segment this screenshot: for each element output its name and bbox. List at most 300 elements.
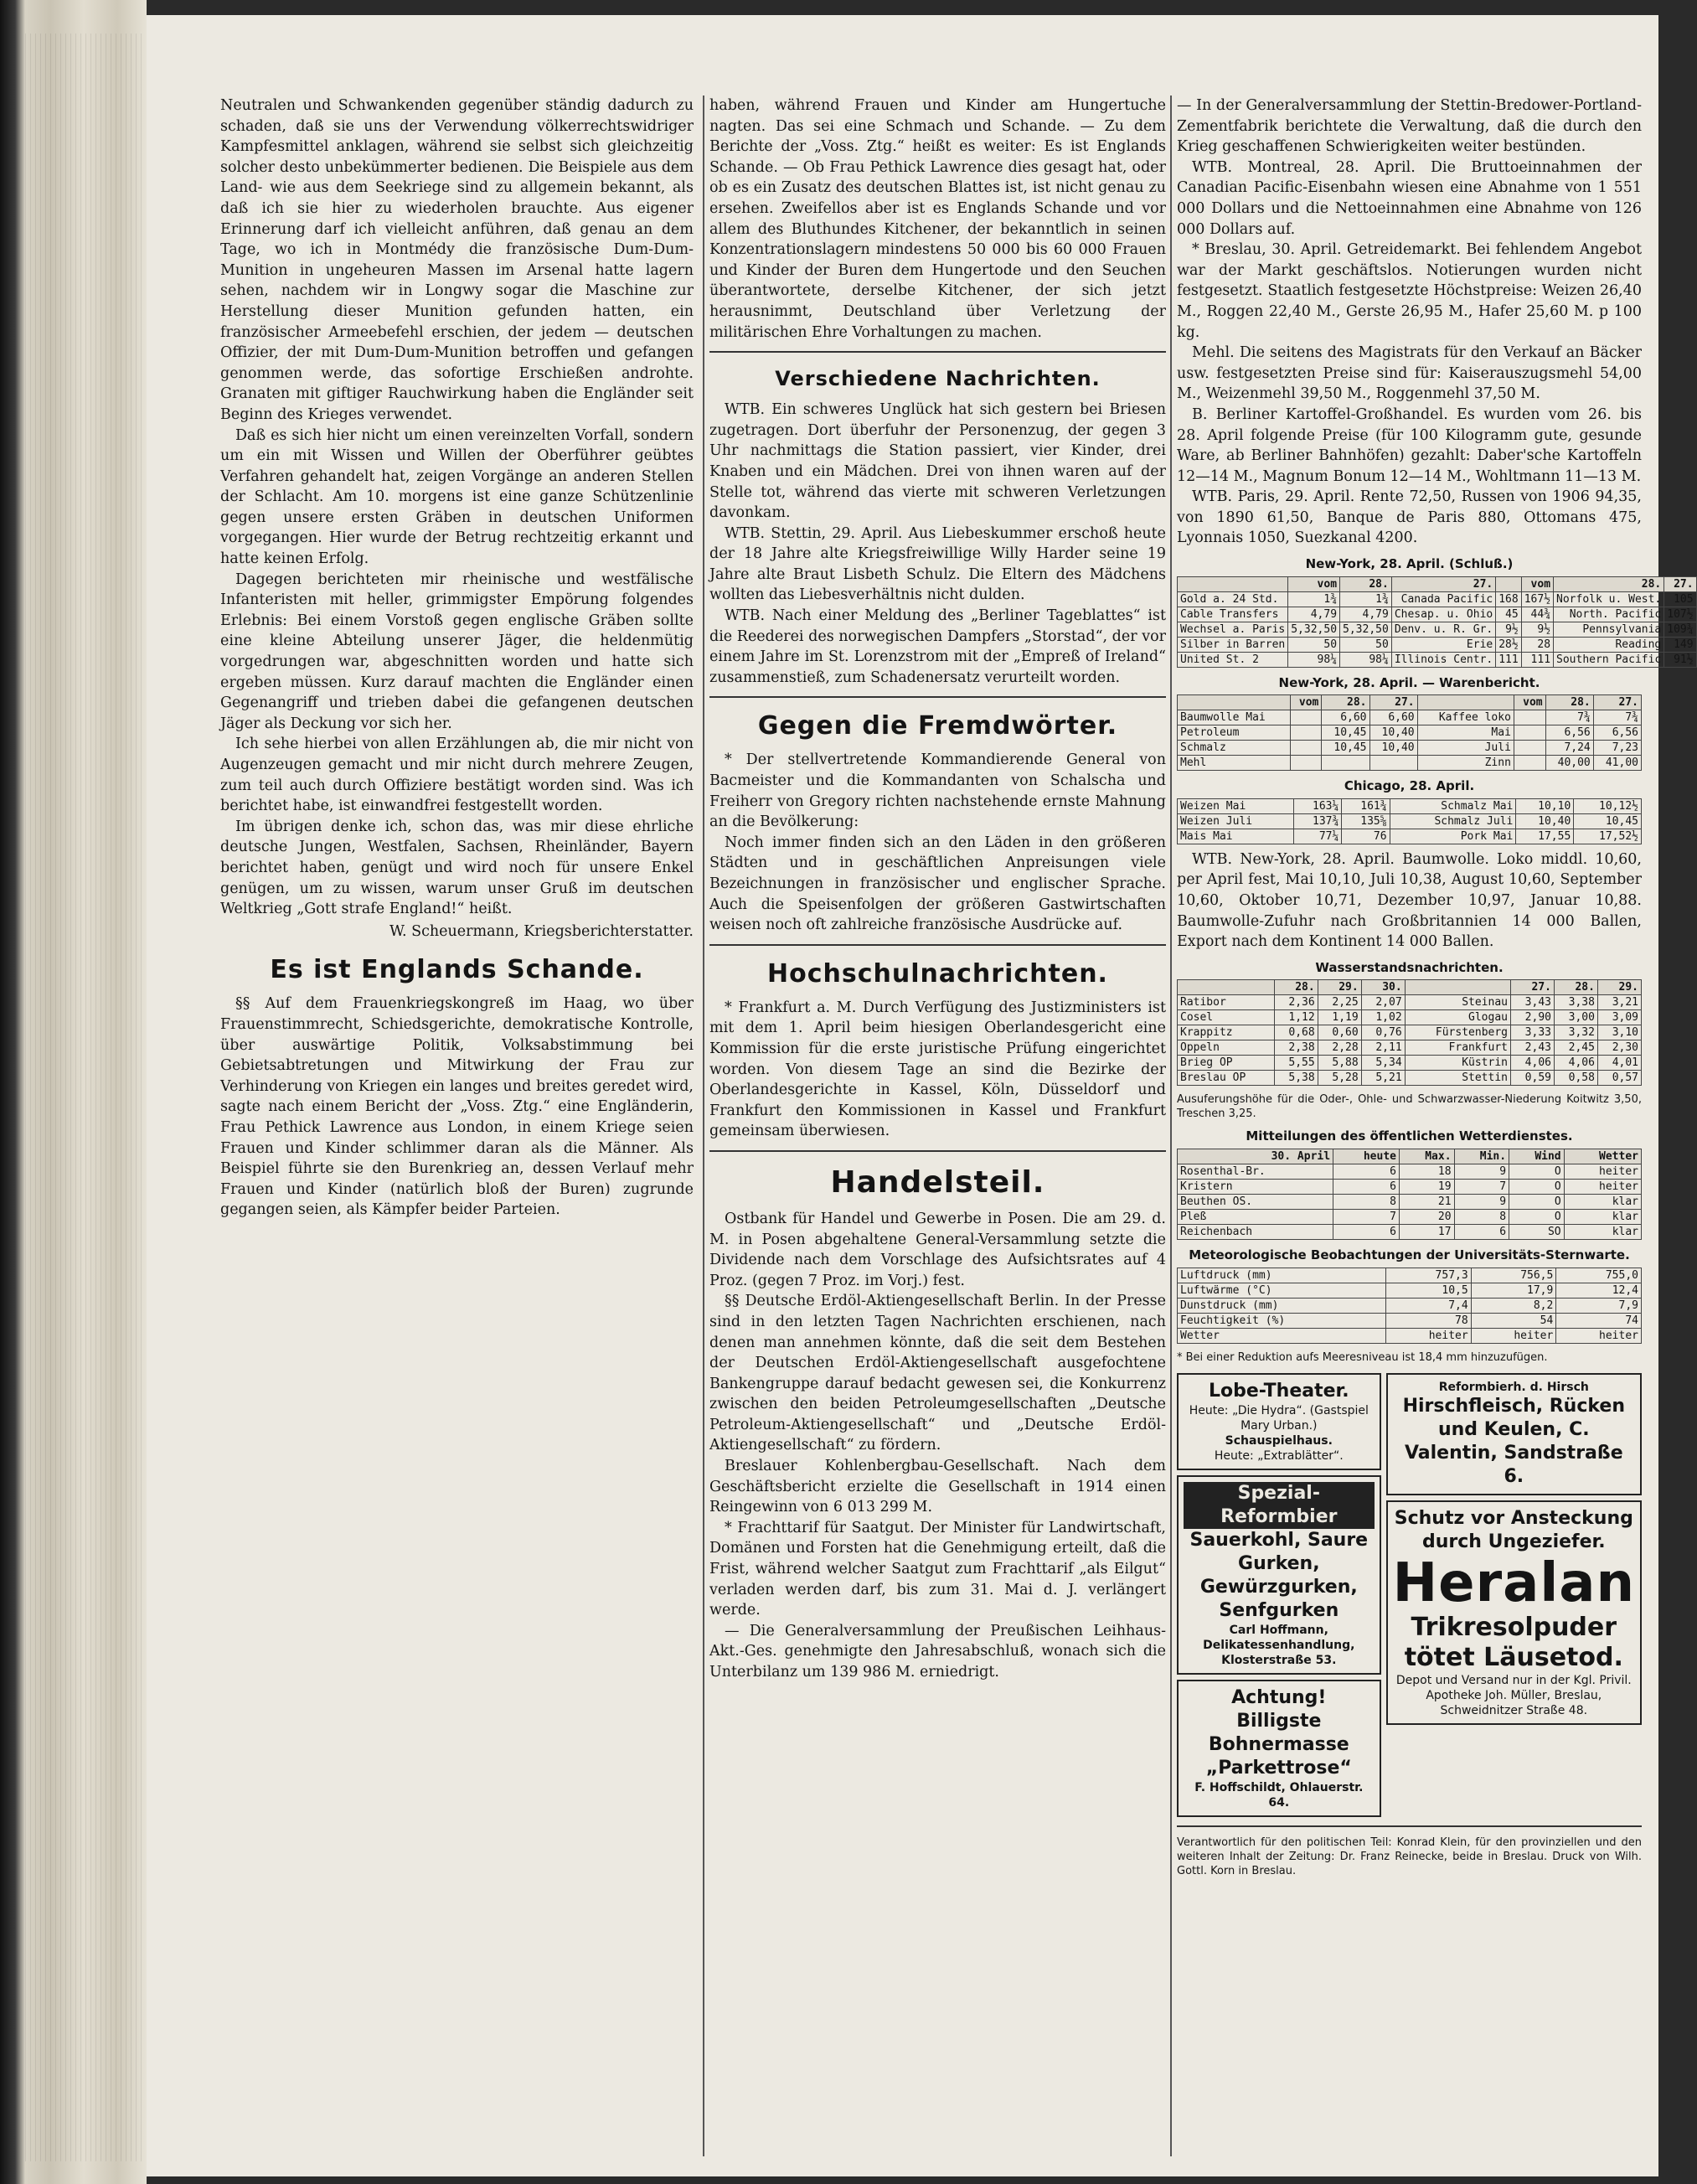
table-body — [1178, 710, 1642, 771]
table-cell: 10,45 — [1322, 725, 1369, 741]
table-cell: 2,30 — [1597, 1040, 1641, 1056]
table-cell: heiter — [1471, 1328, 1556, 1343]
table-cell: 2,38 — [1274, 1040, 1318, 1056]
table-cell: Luftwärme (°C) — [1178, 1283, 1386, 1298]
theater-ad — [1177, 1373, 1381, 1470]
article-paragraph: — Die Generalversammlung der Preußischen Leihhaus-Akt.-Ges. genehmigte den Jahresabschluß, wonach sich die Unterbilanz um 139 986 M. erniedrigt. — [709, 1622, 1166, 1681]
table-cell: Juli — [1417, 741, 1514, 756]
table-cell: Gold a. 24 Std. — [1178, 591, 1288, 607]
ad-text: Heute: „Extrablätter“. — [1214, 1448, 1344, 1463]
table-cell — [1369, 756, 1417, 771]
table-header: 27. — [1369, 695, 1417, 710]
ad-title: Reformbierh. d. Hirsch — [1438, 1380, 1589, 1394]
table-row — [1178, 756, 1642, 771]
table-cell: Brieg OP — [1178, 1056, 1275, 1071]
table-cell: 0,68 — [1274, 1025, 1318, 1040]
article-paragraph: haben, während Frauen und Kinder am Hungertuche nagten. Das sei eine Schmach und Schande. — Zu dem Berichte der „Voss. Ztg.“ heißt es weiter: Es ist Englands Schande. — Ob Frau Pethick Lawrence dies gesagt hat, oder ob es ein Zusatz des deutschen Blattes ist, ist nicht genau zu ersehen. Zweifellos aber ist es Englands Schande und vor allem des Bluthundes Kitchener, der bekanntlich in seinen Konzentrationslagern mindestens 50 000 bis 60 000 Frauen und Kinder der Buren dem Hungertode und den Seuchen überantwortete, derselbe Kitchener, der sich jetzt herausnimmt, Deutschland über Verletzung der militärischen Ehre Vorhaltungen zu machen. — [709, 97, 1166, 341]
table-cell: 2,07 — [1361, 995, 1405, 1010]
table-title: Chicago, 28. April. — [1344, 778, 1475, 794]
table-header — [1178, 980, 1275, 995]
table-cell: Pork Mai — [1390, 829, 1516, 844]
table-cell — [1322, 756, 1369, 771]
table-row — [1178, 829, 1642, 844]
table-cell: 105 — [1664, 591, 1696, 607]
table-cell: 2,36 — [1274, 995, 1318, 1010]
table-cell: 5,28 — [1318, 1071, 1361, 1086]
article-paragraph: Noch immer finden sich an den Läden in den größeren Städten und in geschäftlichen Anpreisungen viele Bezeichnungen in französischer und englischer Sprache. Auch die Speisenfolgen der größeren Gastwirtschaften weisen noch oft zahlreiche französische Ausdrücke auf. — [709, 834, 1166, 934]
table-header: 28. — [1554, 980, 1597, 995]
table-cell: Illinois Centr. — [1391, 652, 1495, 667]
article-paragraph: Ostbank für Handel und Gewerbe in Posen. Die am 29. d. M. in Posen abgehaltene General-Versammlung setzte die Dividende nach dem Vorschlage des Aufsichtsrates auf 4 Proz. (gegen 7 Proz. im Vorj.) fest. — [709, 1210, 1166, 1289]
table-cell: 4,79 — [1340, 607, 1392, 622]
table-cell: Schmalz Juli — [1390, 813, 1516, 829]
table-cell: O — [1509, 1210, 1565, 1225]
table-cell: Mais Mai — [1178, 829, 1294, 844]
table-title: Mitteilungen des öffentlichen Wetterdienstes. — [1246, 1128, 1573, 1144]
table-cell: 3,00 — [1554, 1010, 1597, 1025]
weather-table — [1177, 1149, 1642, 1240]
polish-ad — [1177, 1680, 1381, 1817]
table-header: 27. — [1593, 695, 1641, 710]
table-cell: 1,12 — [1274, 1010, 1318, 1025]
table-cell — [1514, 756, 1545, 771]
table-cell: Stettin — [1405, 1071, 1510, 1086]
table-header — [1496, 576, 1521, 591]
ny-stock-table — [1177, 576, 1697, 668]
table-header: 27. — [1664, 576, 1696, 591]
table-row — [1178, 741, 1642, 756]
table-row — [1178, 1210, 1642, 1225]
table-cell: 50 — [1340, 637, 1392, 652]
table-cell: 9½ — [1496, 622, 1521, 637]
table-row — [1178, 591, 1697, 607]
table-cell: 10,40 — [1369, 725, 1417, 741]
table-cell — [1514, 710, 1545, 725]
table-cell: 135⅝ — [1342, 813, 1390, 829]
table-cell: 6,60 — [1369, 710, 1417, 725]
table-cell: Zinn — [1417, 756, 1514, 771]
table-body — [1178, 798, 1642, 844]
table-cell: 9 — [1454, 1164, 1509, 1180]
table-cell: klar — [1564, 1195, 1641, 1210]
table-cell: 5,32,50 — [1288, 622, 1340, 637]
newspaper-page — [147, 15, 1694, 2176]
table-cell — [1290, 710, 1322, 725]
section-heading: Verschiedene Nachrichten. — [775, 367, 1101, 391]
ad-text: Hirschfleisch, Rücken und Keulen, C. Valentin, Sandstraße 6. — [1402, 1395, 1626, 1487]
column-3 — [1177, 96, 1694, 1878]
table-header: 28. — [1274, 980, 1318, 995]
table-cell: 3,10 — [1597, 1025, 1641, 1040]
table-cell: 3,33 — [1511, 1025, 1555, 1040]
table-header: 27. — [1511, 980, 1555, 995]
table-cell: 41,00 — [1593, 756, 1641, 771]
table-cell: Pleß — [1178, 1210, 1333, 1225]
table-cell: 10,40 — [1369, 741, 1417, 756]
table-row — [1178, 1010, 1642, 1025]
table-cell: 6,56 — [1593, 725, 1641, 741]
article-paragraph: WTB. Nach einer Meldung des „Berliner Tageblattes“ ist die Reederei des norwegischen Dampfers „Storstad“, der vor einem Jahre im St. Lorenzstrom mit der „Empreß of Ireland“ zusammenstieß, zum Schadenersatz verurteilt worden. — [709, 607, 1166, 686]
table-cell: Reading — [1554, 637, 1664, 652]
table-body — [1178, 995, 1642, 1086]
table-title: New-York, 28. April. (Schluß.) — [1305, 556, 1514, 572]
article-paragraph: B. Berliner Kartoffel-Großhandel. Es wurden vom 26. bis 28. April folgende Preise (für 100 Kilogramm gute, gesunde Ware, ab Berliner Bahnhöfen) gezahlt: Daber'sche Kartoffeln 12—14 M., Magnum Bonum 12—14 M., Wohltmann 11—13 M. — [1177, 405, 1642, 485]
table-cell: North. Pacific — [1554, 607, 1664, 622]
article-paragraph: Daß es sich hier nicht um einen vereinzelten Vorfall, sondern um ein mit Wissen und Willen der Oberführer geübtes Verfahren gehandelt hat, zeigen Vorgänge an anderen Stellen der Schlacht. Am 10. morgens ist eine ganze Schützenlinie gegen unsere ersten Gräben in deutschen Uniformen vorgegangen. Hier wurde der Betrug rechtzeitig erkannt und hatte keinen Erfolg. — [220, 426, 694, 568]
table-cell: Ratibor — [1178, 995, 1275, 1010]
imprint: Verantwortlich für den politischen Teil: Konrad Klein, für den provinziellen und den weiteren Inhalt der Zeitung: Dr. Franz Reinecke, beide in Breslau. Druck von Wilh. Gottl. Korn in Breslau. — [1177, 1835, 1642, 1877]
table-cell: 2,11 — [1361, 1040, 1405, 1056]
table-cell: Pennsylvania — [1554, 622, 1664, 637]
table-body — [1178, 591, 1697, 667]
table-cell: 149 — [1664, 637, 1696, 652]
table-cell — [1514, 725, 1545, 741]
table-header — [1178, 695, 1291, 710]
table-cell: 1,19 — [1318, 1010, 1361, 1025]
table-row — [1178, 1313, 1642, 1328]
table-header: Max. — [1400, 1149, 1455, 1164]
table-cell: 3,32 — [1554, 1025, 1597, 1040]
table-cell: 17 — [1400, 1225, 1455, 1240]
venison-ad — [1386, 1373, 1642, 1495]
table-row — [1178, 652, 1697, 667]
table-header: 29. — [1318, 980, 1361, 995]
table-cell: Baumwolle Mai — [1178, 710, 1291, 725]
table-cell: 107½ — [1664, 607, 1696, 622]
table-cell: 17,9 — [1471, 1283, 1556, 1298]
section-rule — [1177, 1825, 1642, 1827]
table-cell: 5,32,50 — [1340, 622, 1392, 637]
table-cell: 28½ — [1496, 637, 1521, 652]
table-header: 27. — [1391, 576, 1495, 591]
page-edges — [25, 34, 142, 2161]
table-cell: 3,21 — [1597, 995, 1641, 1010]
table-cell: Steinau — [1405, 995, 1510, 1010]
table-cell: 54 — [1471, 1313, 1556, 1328]
section-heading: Hochschulnachrichten. — [767, 958, 1108, 989]
article-paragraph: * Frankfurt a. M. Durch Verfügung des Justizministers ist mit dem 1. April beim hiesigen Oberlandesgericht eine Kommission für die erste juristische Prüfung eingerichtet worden. Von diesem Tage an sind die Bezirke der Oberlandesgerichte in Kassel, Köln, Düsseldorf und Frankfurt den Kommissionen in Kassel und Frankfurt gemeinsam überwiesen. — [709, 999, 1166, 1140]
table-cell: 10,45 — [1574, 813, 1642, 829]
table-cell: 5,34 — [1361, 1056, 1405, 1071]
table-header: 28. — [1554, 576, 1664, 591]
table-cell: 6 — [1333, 1225, 1400, 1240]
table-cell: 4,01 — [1597, 1056, 1641, 1071]
book-spine — [0, 0, 147, 2184]
ad-text: F. Hoffschildt, Ohlauerstr. 64. — [1194, 1780, 1364, 1810]
column-1 — [220, 96, 694, 1221]
table-cell: O — [1509, 1180, 1565, 1195]
table-row — [1178, 1025, 1642, 1040]
table-cell: 17,52½ — [1574, 829, 1642, 844]
table-cell: 7¾ — [1545, 710, 1593, 725]
table-cell: Fürstenberg — [1405, 1025, 1510, 1040]
table-cell: 6,56 — [1545, 725, 1593, 741]
table-cell: O — [1509, 1195, 1565, 1210]
table-row — [1178, 1180, 1642, 1195]
table-cell: O — [1509, 1164, 1565, 1180]
table-row — [1178, 637, 1697, 652]
table-row — [1178, 725, 1642, 741]
table-cell: 109¾ — [1664, 622, 1696, 637]
table-cell: 111 — [1496, 652, 1521, 667]
table-cell: 10,40 — [1516, 813, 1574, 829]
table-cell: Beuthen OS. — [1178, 1195, 1333, 1210]
table-cell: 757,3 — [1386, 1268, 1472, 1283]
article-paragraph: Ich sehe hierbei von allen Erzählungen ab, die mir nicht von Augenzeugen gemacht und mir nicht durch mehrere Zeugen, zum teil auch durch Offiziere bestätigt worden sind. Was ich berichtet habe, ist einwandfrei festgestellt worden. — [220, 736, 694, 815]
table-cell: Canada Pacific — [1391, 591, 1495, 607]
table-cell: Silber in Barren — [1178, 637, 1288, 652]
table-cell — [1514, 741, 1545, 756]
table-cell: Breslau OP — [1178, 1071, 1275, 1086]
table-header: Min. — [1454, 1149, 1509, 1164]
ad-brand: Heralan — [1392, 1552, 1635, 1614]
article-paragraph: Dagegen berichteten mir rheinische und westfälische Infanteristen mit heller, grimmigster Empörung folgendes Erlebnis: Bei einem Vorstoß gegen englische Gräben sollte eine kleine Abteilung unserer Jäger, die heldenmütig vorgedrungen war, abgeschnitten worden und hatte sich ergeben müssen. Kurz darauf machten die Engländer einen Gegenangriff und trieben dabei die gefangenen deutschen Jäger als Deckung vor sich her. — [220, 571, 694, 732]
table-cell: 6 — [1333, 1180, 1400, 1195]
table-cell: 137¾ — [1294, 813, 1342, 829]
table-cell: 5,88 — [1318, 1056, 1361, 1071]
table-cell: klar — [1564, 1225, 1641, 1240]
table-cell: 7,24 — [1545, 741, 1593, 756]
table-cell: Frankfurt — [1405, 1040, 1510, 1056]
table-cell: 2,25 — [1318, 995, 1361, 1010]
table-cell: 5,55 — [1274, 1056, 1318, 1071]
table-cell: 163¼ — [1294, 798, 1342, 813]
section-rule — [709, 696, 1166, 698]
table-cell: Oppeln — [1178, 1040, 1275, 1056]
table-row — [1178, 710, 1642, 725]
table-cell: 4,79 — [1288, 607, 1340, 622]
table-cell: heiter — [1564, 1180, 1641, 1195]
table-cell: 2,90 — [1511, 1010, 1555, 1025]
table-title: New-York, 28. April. — Warenbericht. — [1278, 674, 1540, 690]
table-cell: 7 — [1454, 1180, 1509, 1195]
table-cell: 2,43 — [1511, 1040, 1555, 1056]
table-cell: 4,06 — [1511, 1056, 1555, 1071]
table-cell: Weizen Mai — [1178, 798, 1294, 813]
table-cell: Kristern — [1178, 1180, 1333, 1195]
table-cell: 78 — [1386, 1313, 1472, 1328]
table-body — [1178, 1164, 1642, 1240]
table-cell: Chesap. u. Ohio — [1391, 607, 1495, 622]
table-cell: 0,58 — [1554, 1071, 1597, 1086]
water-level-table — [1177, 979, 1642, 1086]
table-row — [1178, 995, 1642, 1010]
table-cell: 1,02 — [1361, 1010, 1405, 1025]
article-paragraph: * Frachttarif für Saatgut. Der Minister für Landwirtschaft, Domänen und Forsten hat die Genehmigung erteilt, daß die Frist, während welcher Saatgut zum Frachttarif „als Eilgut“ verladen werden darf, bis zum 31. Mai d. J. verlängert werde. — [709, 1519, 1166, 1619]
table-cell: Krappitz — [1178, 1025, 1275, 1040]
table-cell: 4,06 — [1554, 1056, 1597, 1071]
table-row — [1178, 1164, 1642, 1180]
table-cell: 10,10 — [1516, 798, 1574, 813]
ad-column-right — [1386, 1373, 1642, 1817]
ad-title: Lobe-Theater. — [1208, 1380, 1349, 1402]
table-cell: heiter — [1564, 1164, 1641, 1180]
table-cell: Cable Transfers — [1178, 607, 1288, 622]
ad-title: Achtung! — [1231, 1686, 1327, 1708]
ad-text: Depot und Versand nur in der Kgl. Privil. Apotheke Joh. Müller, Breslau, Schweidnitzer Straße 48. — [1395, 1673, 1632, 1717]
table-header: vom — [1514, 695, 1545, 710]
table-cell: Dunstdruck (mm) — [1178, 1298, 1386, 1313]
chicago-table — [1177, 798, 1642, 844]
table-cell: 12,4 — [1556, 1283, 1642, 1298]
article-paragraph: WTB. Ein schweres Unglück hat sich gestern bei Briesen zugetragen. Dort überfuhr der Personenzug, der gegen 3 Uhr nachmittags die Station passiert, vier Kinder, drei Knaben und ein Mädchen. Drei von ihnen waren auf der Stelle tot, während das vierte mit schweren Verletzungen davonkam. — [709, 401, 1166, 522]
table-cell: Mai — [1417, 725, 1514, 741]
table-cell: Schmalz Mai — [1390, 798, 1516, 813]
author-signature: W. Scheuermann, Kriegsberichterstatter. — [389, 922, 694, 940]
article-paragraph: WTB. Paris, 29. April. Rente 72,50, Russen von 1906 94,35, von 1890 61,50, Banque de Paris 880, Ottomans 475, Lyonnais 1050, Suezkanal 4200. — [1177, 488, 1642, 547]
table-row — [1178, 1071, 1642, 1086]
column-2 — [709, 96, 1166, 1683]
table-cell: 1¾ — [1340, 591, 1392, 607]
table-cell: 77¼ — [1294, 829, 1342, 844]
article-paragraph: — In der Generalversammlung der Stettin-Bredower-Portland-Zementfabrik berichtete die Verwaltung, daß die durch den Krieg geschaffenen Schwierigkeiten weiter bestünden. — [1177, 97, 1642, 156]
article-paragraph: Mehl. Die seitens des Magistrats für den Verkauf an Bäcker usw. festgesetzten Preise sind für: Kaiserauszugsmehl 54,00 M., Weizenmehl 39,50 M., Roggenmehl 37,50 M. — [1177, 344, 1642, 403]
meteo-table — [1177, 1268, 1642, 1344]
table-cell: Mehl — [1178, 756, 1291, 771]
table-row — [1178, 798, 1642, 813]
table-cell: Denv. u. R. Gr. — [1391, 622, 1495, 637]
table-cell: 19 — [1400, 1180, 1455, 1195]
ad-text: Carl Hoffmann, Delikatessenhandlung, Klosterstraße 53. — [1203, 1623, 1355, 1667]
table-cell: 8 — [1454, 1210, 1509, 1225]
table-cell: United St. 2 — [1178, 652, 1288, 667]
table-cell: Weizen Juli — [1178, 813, 1294, 829]
table-header: heute — [1333, 1149, 1400, 1164]
article-paragraph: §§ Deutsche Erdöl-Aktiengesellschaft Berlin. In der Presse sind in den letzten Tagen Nachrichten erschienen, nach denen man annehmen könnte, daß die seit dem Bestehen der Deutschen Erdöl-Aktiengesellschaft ausgefochtene Bankengruppe darauf bedacht gewesen sei, die Konkurrenz zwischen den beiden Petroleumgesellschaften „Deutsche Petroleum-Aktiengesellschaft“ und „Deutsche Erdöl-Aktiengesellschaft“ zu fördern. — [709, 1293, 1166, 1454]
table-cell: 755,0 — [1556, 1268, 1642, 1283]
table-cell: 91½ — [1664, 652, 1696, 667]
table-cell: heiter — [1556, 1328, 1642, 1343]
section-heading: Es ist Englands Schande. — [270, 955, 644, 985]
table-row — [1178, 1283, 1642, 1298]
table-row — [1178, 1268, 1642, 1283]
table-cell: 8 — [1333, 1195, 1400, 1210]
table-cell: Feuchtigkeit (%) — [1178, 1313, 1386, 1328]
column-divider — [1170, 96, 1172, 2156]
table-cell: 76 — [1342, 829, 1390, 844]
table-header: vom — [1288, 576, 1340, 591]
heralan-ad — [1386, 1500, 1642, 1725]
table-cell: 5,38 — [1274, 1071, 1318, 1086]
table-cell: Rosenthal-Br. — [1178, 1164, 1333, 1180]
table-cell: 7,4 — [1386, 1298, 1472, 1313]
ad-title: Spezial-Reformbier — [1184, 1482, 1375, 1529]
table-cell: 111 — [1521, 652, 1553, 667]
table-cell: SO — [1509, 1225, 1565, 1240]
table-cell: 756,5 — [1471, 1268, 1556, 1283]
table-header: Wind — [1509, 1149, 1565, 1164]
table-cell: 74 — [1556, 1313, 1642, 1328]
table-cell — [1290, 756, 1322, 771]
table-header: 29. — [1597, 980, 1641, 995]
table-cell: 98¼ — [1340, 652, 1392, 667]
table-cell: 2,45 — [1554, 1040, 1597, 1056]
ny-commodity-table — [1177, 694, 1642, 771]
table-cell: 2,28 — [1318, 1040, 1361, 1056]
ad-text: Schauspielhaus. — [1225, 1433, 1333, 1448]
table-cell: Glogau — [1405, 1010, 1510, 1025]
delicatessen-ad — [1177, 1475, 1381, 1675]
ad-title: Schutz vor Ansteckung durch Ungeziefer. — [1394, 1507, 1633, 1552]
article-paragraph: Im übrigen denke ich, schon das, was mir diese ehrliche deutsche Jungen, Westfalen, Sachsen, Rheinländer, Bayern berichtet haben, genügt und wird noch für unsere Enkel genügen, um zu wissen, warum unser Gruß im deutschen Weltkrieg „Gott strafe England!“ heißt. — [220, 818, 694, 918]
article-paragraph: Breslauer Kohlenbergbau-Gesellschaft. Nach dem Geschäftsbericht erzielte die Gesellschaft in 1914 einen Reingewinn von 6 013 299 M. — [709, 1458, 1166, 1516]
table-cell: Cosel — [1178, 1010, 1275, 1025]
table-note: Ausuferungshöhe für die Oder-, Ohle- und Schwarzwasser-Niederung Koitwitz 3,50, Treschen 3,25. — [1177, 1093, 1642, 1121]
table-header-row — [1178, 695, 1642, 710]
table-cell: 9 — [1454, 1195, 1509, 1210]
section-heading: Handelsteil. — [830, 1164, 1045, 1200]
table-cell: 44¾ — [1521, 607, 1553, 622]
table-cell: 8,2 — [1471, 1298, 1556, 1313]
table-header: 30. April — [1178, 1149, 1333, 1164]
table-cell: Luftdruck (mm) — [1178, 1268, 1386, 1283]
table-row — [1178, 1298, 1642, 1313]
table-cell: 9½ — [1521, 622, 1553, 637]
table-cell: 7,23 — [1593, 741, 1641, 756]
table-cell: 6 — [1333, 1164, 1400, 1180]
table-cell: 5,21 — [1361, 1071, 1405, 1086]
table-cell: Norfolk u. West. — [1554, 591, 1664, 607]
table-cell: 3,38 — [1554, 995, 1597, 1010]
article-paragraph: WTB. New-York, 28. April. Baumwolle. Loko middl. 10,60, per April fest, Mai 10,10, Juli 10,38, August 10,60, September 10,60, Oktober 10,71, Dezember 10,97, Januar 10,88. Baumwolle-Zufuhr nach Großbritannien 14 000 Ballen, Export nach dem Kontinent 14 000 Ballen. — [1177, 850, 1642, 951]
table-header: 30. — [1361, 980, 1405, 995]
table-cell: Kaffee loko — [1417, 710, 1514, 725]
table-row — [1178, 813, 1642, 829]
table-cell: 10,12½ — [1574, 798, 1642, 813]
table-cell: heiter — [1386, 1328, 1472, 1343]
table-cell: 21 — [1400, 1195, 1455, 1210]
section-rule — [709, 1150, 1166, 1152]
ad-text: Trikresolpuder — [1411, 1612, 1617, 1642]
table-header: vom — [1521, 576, 1553, 591]
table-cell: 3,09 — [1597, 1010, 1641, 1025]
table-cell: 7 — [1333, 1210, 1400, 1225]
table-cell — [1290, 725, 1322, 741]
table-cell: 0,76 — [1361, 1025, 1405, 1040]
table-row — [1178, 1056, 1642, 1071]
section-rule — [709, 351, 1166, 353]
ad-text: tötet Läusetod. — [1404, 1642, 1623, 1672]
section-rule — [709, 944, 1166, 946]
column-divider — [703, 96, 704, 2156]
table-header — [1178, 576, 1288, 591]
table-cell: 7¾ — [1593, 710, 1641, 725]
ad-text: Billigste Bohnermasse „Parkettrose“ — [1205, 1710, 1352, 1779]
table-cell: Küstrin — [1405, 1056, 1510, 1071]
table-row — [1178, 1225, 1642, 1240]
article-paragraph: Neutralen und Schwankenden gegenüber ständig dadurch zu schaden, daß sie uns der Verwendung völkerrechtswidriger Kampfesmittel anklagen, während sie selbst sich gleichzeitig solcher desto unbekümmerter bedienen. Die Beispiele aus dem Land- wie aus dem Seekriege sind zu allgemein bekannt, als daß ich sie hier zu wiederholen brauchte. Aus eigener Erinnerung darf ich vielleicht anführen, daß genau an dem Tage, wo ich in Montmédy die französische Dum-Dum-Munition in ungeheuren Massen im Arsenal hatte lagern sehen, nachdem wir in Longwy sogar die Maschine zur Herstellung dieser Munition gefunden hatten, ein französischer Armeebefehl erschien, der jedem — deutschen Offizier, der mit Dum-Dum-Munition betroffen und gefangen genommen werde, das sofortige Erschießen androhte. Granaten mit giftiger Rauchwirkung haben die Engländer seit Beginn des Krieges verwendet. — [220, 97, 694, 423]
table-cell: Wetter — [1178, 1328, 1386, 1343]
ad-column-left — [1177, 1373, 1381, 1817]
table-cell: 3,43 — [1511, 995, 1555, 1010]
table-cell: 0,57 — [1597, 1071, 1641, 1086]
table-row — [1178, 622, 1697, 637]
table-cell: 20 — [1400, 1210, 1455, 1225]
table-cell: 6,60 — [1322, 710, 1369, 725]
advertisement-block — [1177, 1373, 1642, 1817]
table-header — [1405, 980, 1510, 995]
table-cell: 50 — [1288, 637, 1340, 652]
table-cell: 161¾ — [1342, 798, 1390, 813]
table-title: Wasserstandsnachrichten. — [1315, 959, 1504, 975]
table-cell: Southern Pacific — [1554, 652, 1664, 667]
table-cell: 7,9 — [1556, 1298, 1642, 1313]
table-cell: 167½ — [1521, 591, 1553, 607]
table-header: 28. — [1545, 695, 1593, 710]
table-cell: 0,59 — [1511, 1071, 1555, 1086]
table-header: Wetter — [1564, 1149, 1641, 1164]
table-row — [1178, 1195, 1642, 1210]
